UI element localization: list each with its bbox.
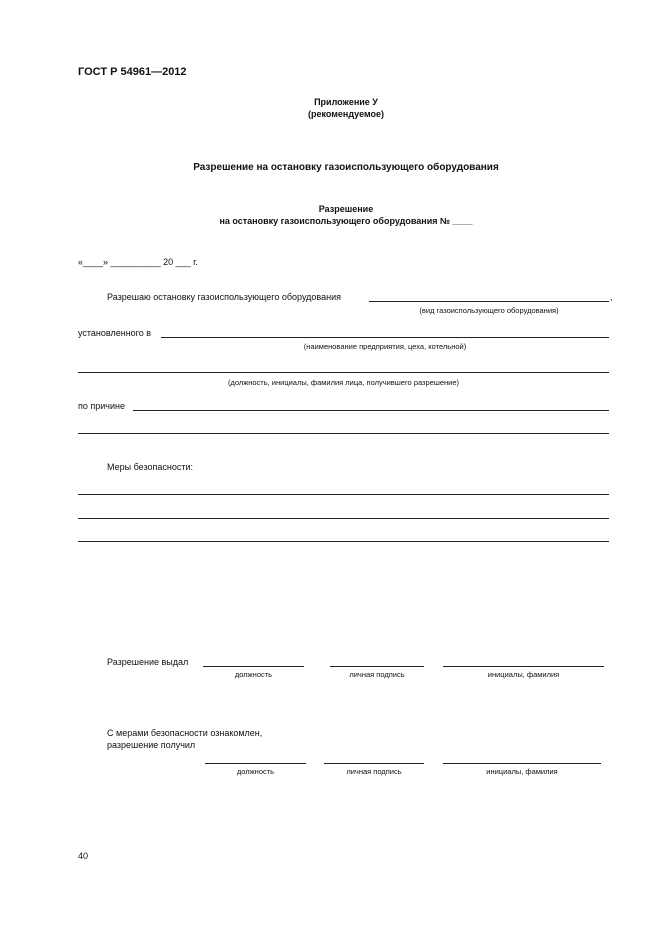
issued-name-field[interactable]: [443, 666, 604, 667]
caption-received-position: должность: [236, 767, 275, 776]
form-title-line1: Разрешение: [318, 204, 374, 214]
installed-label: установленного в: [78, 328, 152, 338]
issued-signature-field[interactable]: [330, 666, 424, 667]
reason-field[interactable]: [133, 410, 609, 411]
permit-text-end: ,: [610, 292, 613, 302]
safety-field-line[interactable]: [78, 541, 609, 542]
person-field[interactable]: [78, 372, 609, 373]
caption-received-signature: личная подпись: [346, 767, 402, 776]
safety-label: Меры безопасности:: [107, 462, 193, 472]
caption-issued-signature: личная подпись: [349, 670, 405, 679]
safety-field-line[interactable]: [78, 518, 609, 519]
reason-label: по причине: [78, 401, 125, 411]
form-title-line2: на остановку газоиспользующего оборудования № ____: [219, 216, 473, 226]
issued-label: Разрешение выдал: [107, 657, 189, 667]
page-number: 40: [78, 851, 89, 861]
received-position-field[interactable]: [205, 763, 306, 764]
reason-field-continued[interactable]: [78, 433, 609, 434]
caption-received-name: инициалы, фамилия: [486, 767, 558, 776]
received-signature-field[interactable]: [324, 763, 424, 764]
caption-enterprise: (наименование предприятия, цеха, котельной): [303, 342, 467, 351]
document-standard-header: ГОСТ Р 54961—2012: [78, 66, 187, 78]
received-label-line2: разрешение получил: [107, 740, 196, 750]
caption-issued-position: должность: [234, 670, 273, 679]
date-line: «____» __________ 20 ___ г.: [78, 257, 198, 267]
equipment-type-field[interactable]: [369, 301, 609, 302]
permit-text: Разрешаю остановку газоиспользующего оборудования: [107, 292, 341, 302]
caption-issued-name: инициалы, фамилия: [487, 670, 560, 679]
caption-equipment: (вид газоиспользующего оборудования): [419, 306, 559, 315]
appendix-note: (рекомендуемое): [308, 109, 384, 119]
appendix-title: Приложение У: [314, 97, 378, 107]
safety-field-line[interactable]: [78, 494, 609, 495]
received-label-line1: С мерами безопасности ознакомлен,: [107, 728, 263, 738]
issued-position-field[interactable]: [203, 666, 304, 667]
enterprise-field[interactable]: [161, 337, 609, 338]
main-title: Разрешение на остановку газоиспользующего оборудования: [193, 162, 499, 173]
caption-person: (должность, инициалы, фамилия лица, получившего разрешение): [227, 378, 460, 387]
received-name-field[interactable]: [443, 763, 601, 764]
